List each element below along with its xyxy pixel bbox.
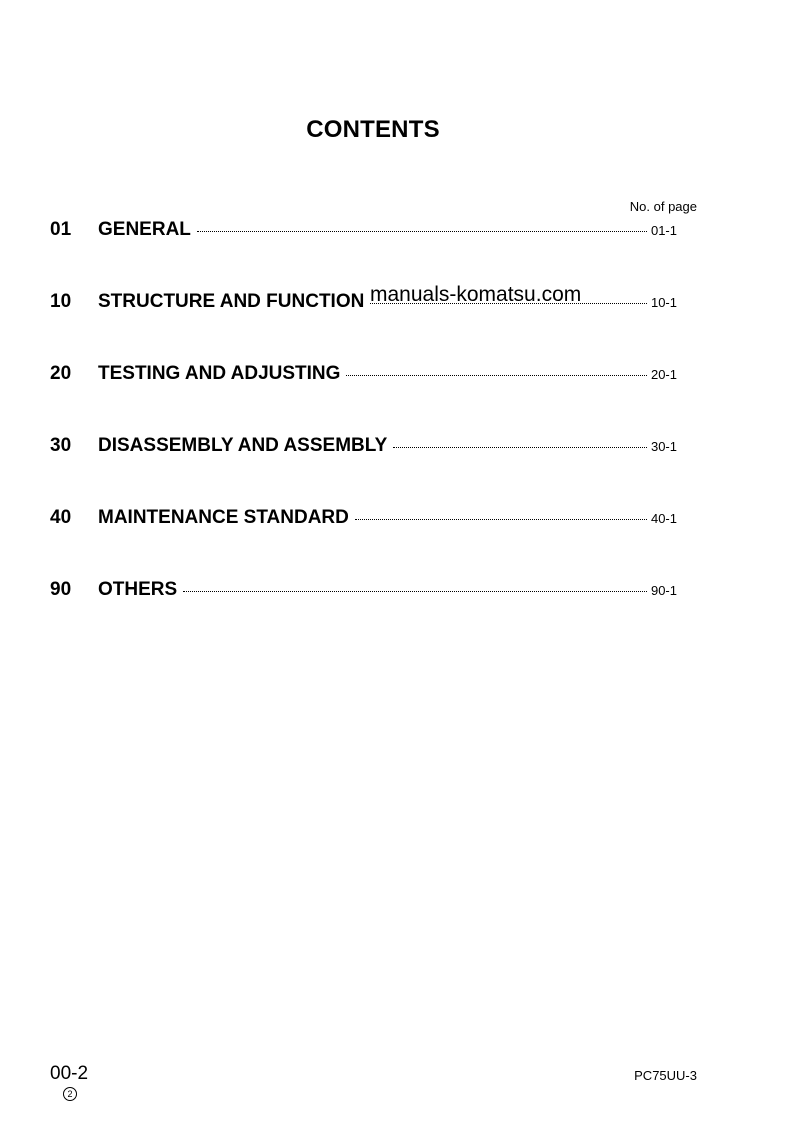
toc-page-ref: 01-1 [650,223,677,238]
toc-section-title: STRUCTURE AND FUNCTION [98,291,365,312]
toc-page-ref: 20-1 [650,367,677,382]
page-title: CONTENTS [306,116,440,143]
toc-row[interactable] [50,579,677,605]
toc-section-number: 40 [50,507,72,528]
toc-section-number: 01 [50,219,72,240]
toc-section-number: 20 [50,363,72,384]
toc-leader-dots [393,447,647,448]
toc-row[interactable] [50,219,677,245]
toc-row[interactable] [50,435,677,461]
footer-revision-mark: 2 [63,1087,77,1101]
toc-page-ref: 40-1 [650,511,677,526]
toc-leader-dots [197,231,647,232]
toc-section-title: OTHERS [98,579,178,600]
toc-section-title: MAINTENANCE STANDARD [98,507,349,528]
toc-section-number: 90 [50,579,72,600]
toc-section-title: DISASSEMBLY AND ASSEMBLY [98,435,388,456]
toc-section-number: 30 [50,435,72,456]
page-number-column-header: No. of page [629,199,697,214]
toc-page-ref: 90-1 [650,583,677,598]
footer-model: PC75UU-3 [634,1068,697,1083]
watermark: manuals-komatsu.com [370,283,582,306]
toc-page-ref: 10-1 [650,295,677,310]
toc-section-title: TESTING AND ADJUSTING [98,363,341,384]
footer-page-number: 00-2 [50,1063,89,1084]
toc-row[interactable] [50,291,677,317]
toc-leader-dots [355,519,647,520]
toc-leader-dots [346,375,647,376]
toc-leader-dots [183,591,647,592]
toc-row[interactable] [50,363,677,389]
toc-section-number: 10 [50,291,72,312]
toc-section-title: GENERAL [98,219,191,240]
toc-row[interactable] [50,507,677,533]
toc-page-ref: 30-1 [650,439,677,454]
